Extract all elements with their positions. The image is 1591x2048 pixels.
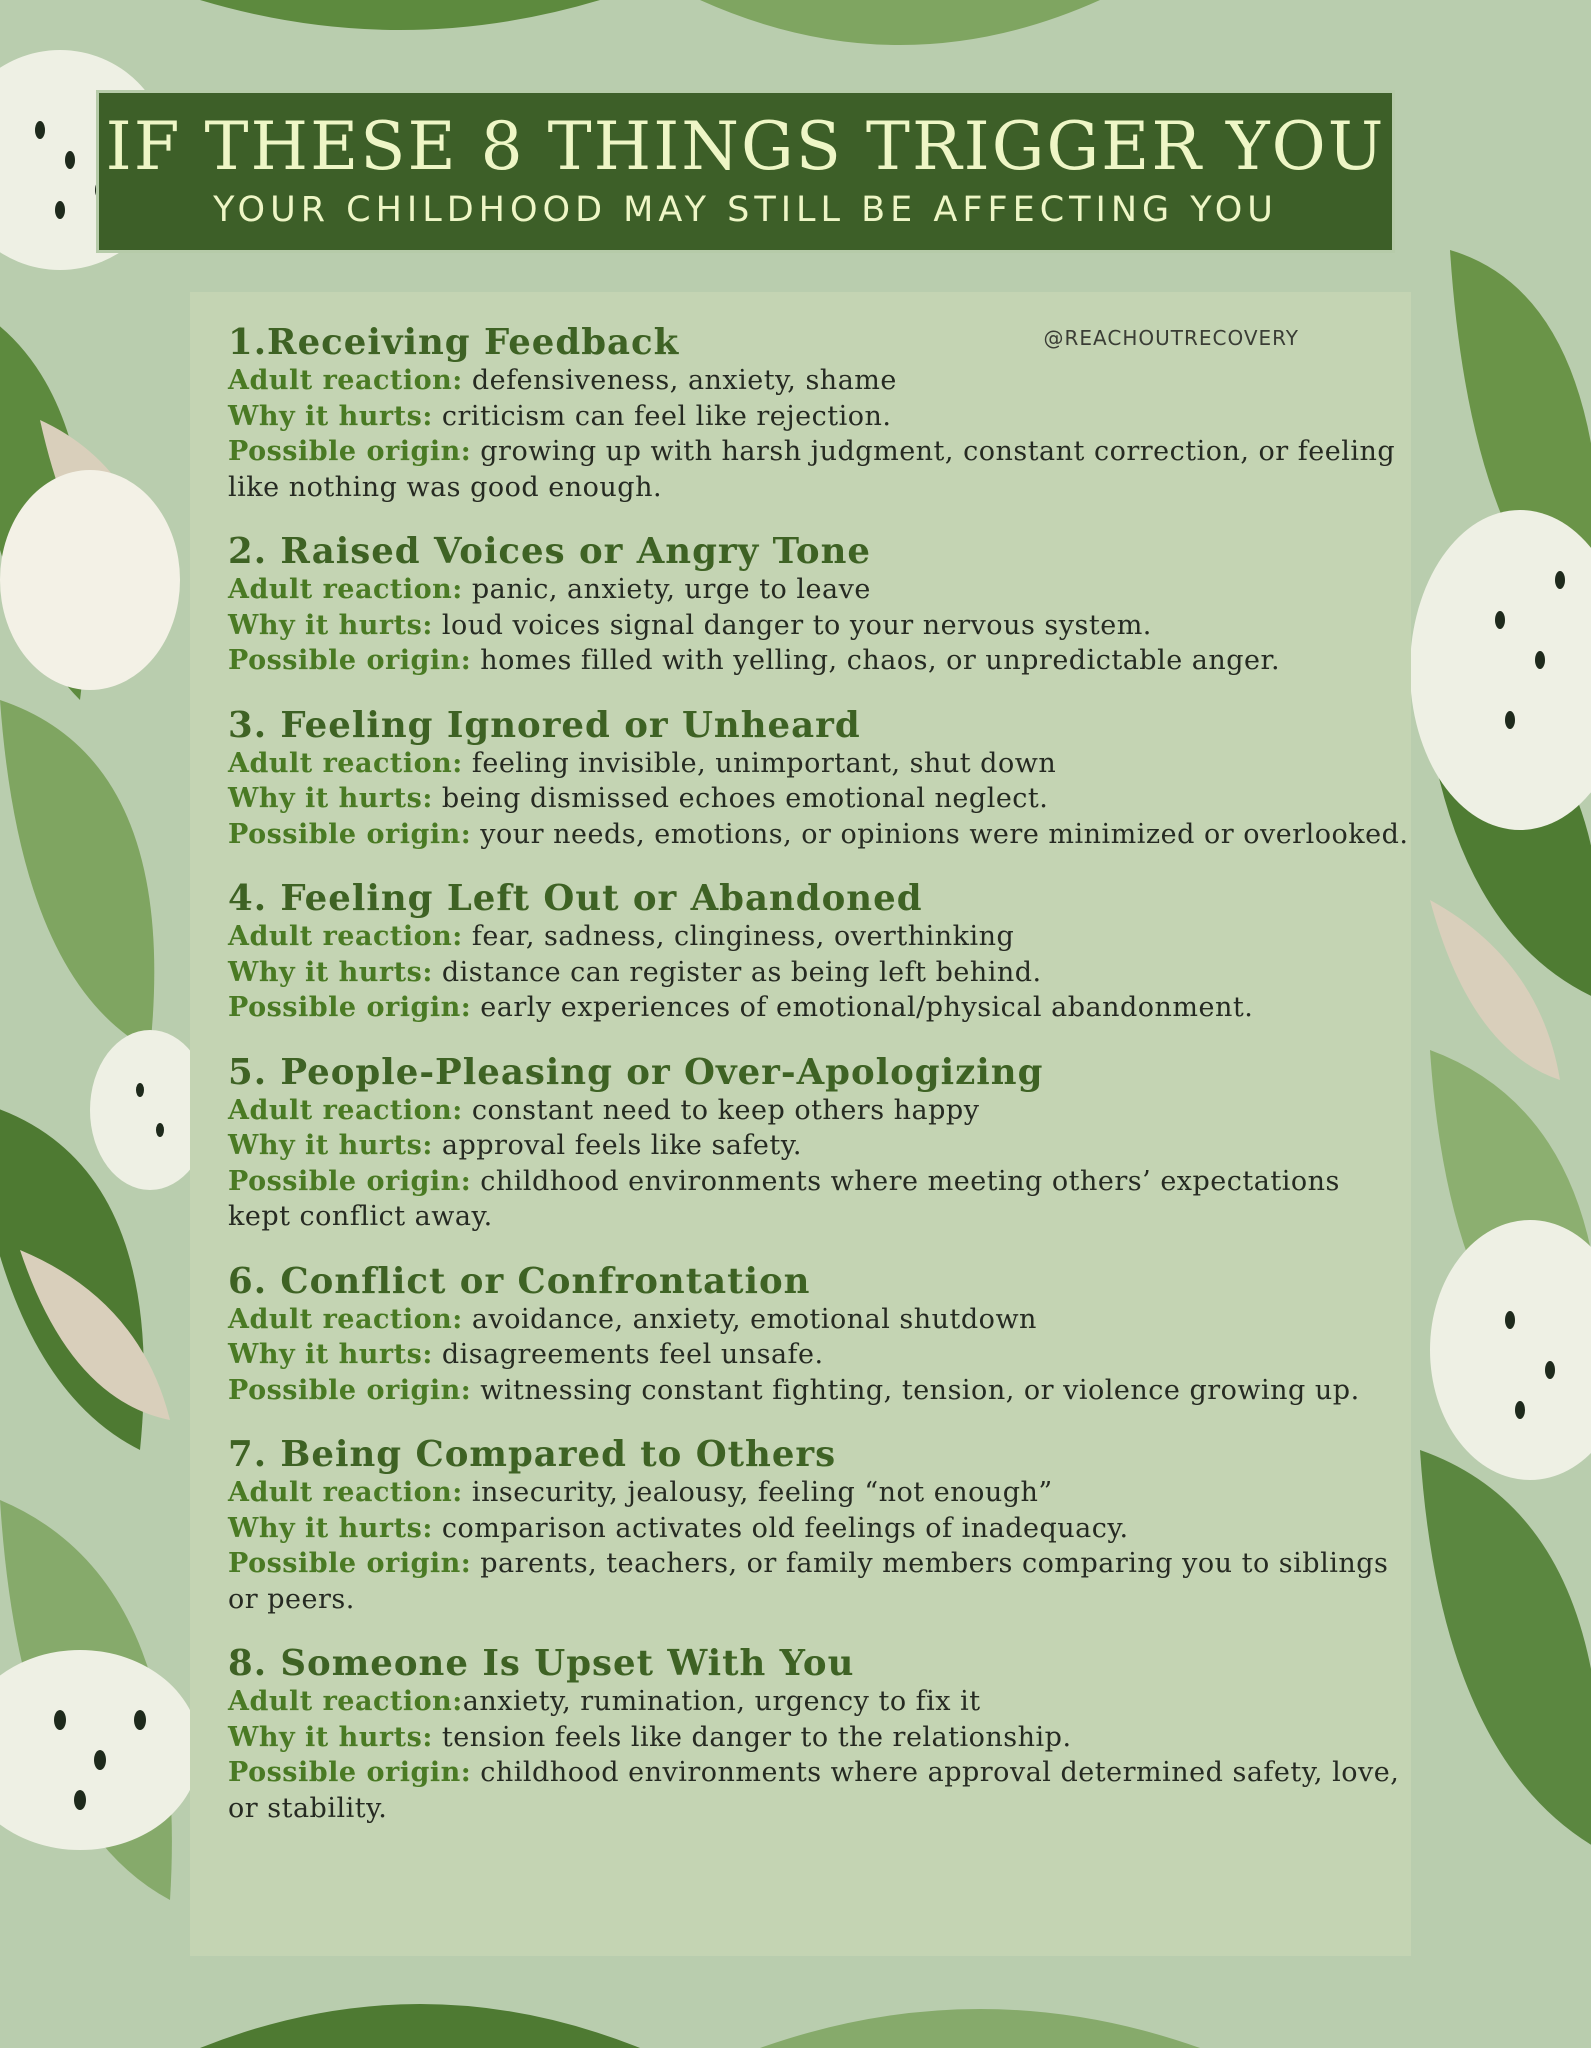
trigger-title: 8. Someone Is Upset With You xyxy=(228,1643,855,1684)
possible-origin-label: Possible origin: xyxy=(228,645,472,676)
adult-reaction-label: Adult reaction: xyxy=(228,574,463,605)
why-it-hurts-label: Why it hurts: xyxy=(228,956,433,988)
why-it-hurts-line xyxy=(228,1511,1411,1547)
why-it-hurts-label: Why it hurts: xyxy=(228,1339,433,1370)
why-it-hurts-line xyxy=(228,1128,1411,1164)
why-it-hurts-line xyxy=(228,781,1411,817)
adult-reaction-text: constant need to keep others happy xyxy=(462,1094,980,1126)
why-it-hurts-label: Why it hurts: xyxy=(228,609,433,641)
trigger-title: 3. Feeling Ignored or Unheard xyxy=(228,704,861,746)
possible-origin-line xyxy=(228,643,1411,679)
possible-origin-line xyxy=(228,1546,1411,1617)
why-it-hurts-line xyxy=(228,608,1411,644)
why-it-hurts-label: Why it hurts: xyxy=(228,1721,433,1753)
trigger-title: 7. Being Compared to Others xyxy=(228,1434,837,1475)
adult-reaction-text: avoidance, anxiety, emotional shutdown xyxy=(462,1303,1037,1335)
trigger-item xyxy=(228,1052,1411,1235)
possible-origin-label: Possible origin: xyxy=(228,1757,472,1788)
possible-origin-line xyxy=(228,1164,1411,1235)
possible-origin-text: witnessing constant fighting, tension, or violence growing up. xyxy=(471,1374,1360,1406)
trigger-title: 2. Raised Voices or Angry Tone xyxy=(228,531,871,572)
possible-origin-text: parents, teachers, or family members comparing you to siblings or peers. xyxy=(228,1548,1389,1615)
adult-reaction-line xyxy=(228,1302,1411,1338)
why-it-hurts-line xyxy=(228,1337,1411,1373)
why-it-hurts-text: being dismissed echoes emotional neglect. xyxy=(432,783,1049,814)
trigger-title: 4. Feeling Left Out or Abandoned xyxy=(228,878,923,919)
adult-reaction-line xyxy=(228,1475,1411,1511)
possible-origin-line xyxy=(228,817,1411,853)
adult-reaction-line xyxy=(228,919,1411,955)
trigger-title: 6. Conflict or Confrontation xyxy=(228,1260,811,1302)
title-banner xyxy=(96,90,1395,253)
social-handle: @REACHOUTRECOVERY xyxy=(1043,326,1299,350)
adult-reaction-text: feeling invisible, unimportant, shut down xyxy=(462,747,1057,779)
why-it-hurts-text: tension feels like danger to the relationship. xyxy=(432,1721,1072,1753)
page-subtitle: YOUR CHILDHOOD MAY STILL BE AFFECTING YOU xyxy=(213,189,1278,230)
trigger-title: 5. People-Pleasing or Over-Apologizing xyxy=(228,1051,1044,1093)
why-it-hurts-text: approval feels like safety. xyxy=(432,1130,803,1161)
adult-reaction-label: Adult reaction: xyxy=(228,1094,463,1126)
adult-reaction-label: Adult reaction: xyxy=(228,747,463,779)
page-title: IF THESE 8 THINGS TRIGGER YOU xyxy=(105,108,1386,185)
adult-reaction-label: Adult reaction: xyxy=(228,1303,463,1335)
adult-reaction-label: Adult reaction: xyxy=(228,365,463,396)
possible-origin-label: Possible origin: xyxy=(228,1548,472,1579)
adult-reaction-line xyxy=(228,1093,1411,1129)
why-it-hurts-label: Why it hurts: xyxy=(228,783,433,814)
why-it-hurts-line xyxy=(228,1720,1411,1756)
why-it-hurts-label: Why it hurts: xyxy=(228,400,433,432)
possible-origin-text: early experiences of emotional/physical abandonment. xyxy=(471,992,1254,1023)
why-it-hurts-text: comparison activates old feelings of inadequacy. xyxy=(432,1512,1129,1544)
possible-origin-text: your needs, emotions, or opinions were minimized or overlooked. xyxy=(471,818,1409,850)
possible-origin-text: childhood environments where meeting others’ expectations kept conflict away. xyxy=(228,1165,1340,1232)
possible-origin-text: growing up with harsh judgment, constant correction, or feeling like nothing was good enough. xyxy=(228,436,1396,503)
why-it-hurts-text: disagreements feel unsafe. xyxy=(432,1339,824,1370)
why-it-hurts-text: distance can register as being left behind. xyxy=(432,956,1042,988)
adult-reaction-label: Adult reaction: xyxy=(228,921,463,952)
possible-origin-line xyxy=(228,1755,1411,1826)
why-it-hurts-label: Why it hurts: xyxy=(228,1130,433,1161)
content-panel xyxy=(190,292,1411,1956)
adult-reaction-line xyxy=(228,746,1411,782)
possible-origin-label: Possible origin: xyxy=(228,1165,472,1197)
trigger-title: 1.Receiving Feedback xyxy=(228,322,680,363)
adult-reaction-line xyxy=(228,363,1411,399)
trigger-item xyxy=(228,1643,1411,1826)
possible-origin-label: Possible origin: xyxy=(228,1374,472,1406)
adult-reaction-line xyxy=(228,572,1411,608)
adult-reaction-text: defensiveness, anxiety, shame xyxy=(462,365,897,396)
trigger-item xyxy=(228,705,1411,853)
trigger-item xyxy=(228,531,1411,679)
why-it-hurts-text: criticism can feel like rejection. xyxy=(432,400,892,432)
adult-reaction-label: Adult reaction: xyxy=(228,1686,463,1717)
why-it-hurts-text: loud voices signal danger to your nervous system. xyxy=(432,609,1152,641)
adult-reaction-text: insecurity, jealousy, feeling “not enough” xyxy=(462,1477,1053,1508)
adult-reaction-line xyxy=(228,1684,1411,1720)
why-it-hurts-line xyxy=(228,955,1411,991)
possible-origin-label: Possible origin: xyxy=(228,992,472,1023)
adult-reaction-text: anxiety, rumination, urgency to fix it xyxy=(462,1686,981,1717)
adult-reaction-label: Adult reaction: xyxy=(228,1477,463,1508)
trigger-item xyxy=(228,878,1411,1026)
possible-origin-text: homes filled with yelling, chaos, or unpredictable anger. xyxy=(471,645,1281,676)
adult-reaction-text: panic, anxiety, urge to leave xyxy=(462,574,871,605)
trigger-item xyxy=(228,1261,1411,1409)
trigger-list xyxy=(228,322,1411,1826)
possible-origin-line xyxy=(228,434,1411,505)
why-it-hurts-label: Why it hurts: xyxy=(228,1512,433,1544)
possible-origin-line xyxy=(228,990,1411,1026)
possible-origin-label: Possible origin: xyxy=(228,436,472,467)
possible-origin-line xyxy=(228,1373,1411,1409)
trigger-item xyxy=(228,1434,1411,1617)
adult-reaction-text: fear, sadness, clinginess, overthinking xyxy=(462,921,1015,952)
possible-origin-label: Possible origin: xyxy=(228,818,472,850)
possible-origin-text: childhood environments where approval determined safety, love, or stability. xyxy=(228,1757,1400,1824)
why-it-hurts-line xyxy=(228,399,1411,435)
